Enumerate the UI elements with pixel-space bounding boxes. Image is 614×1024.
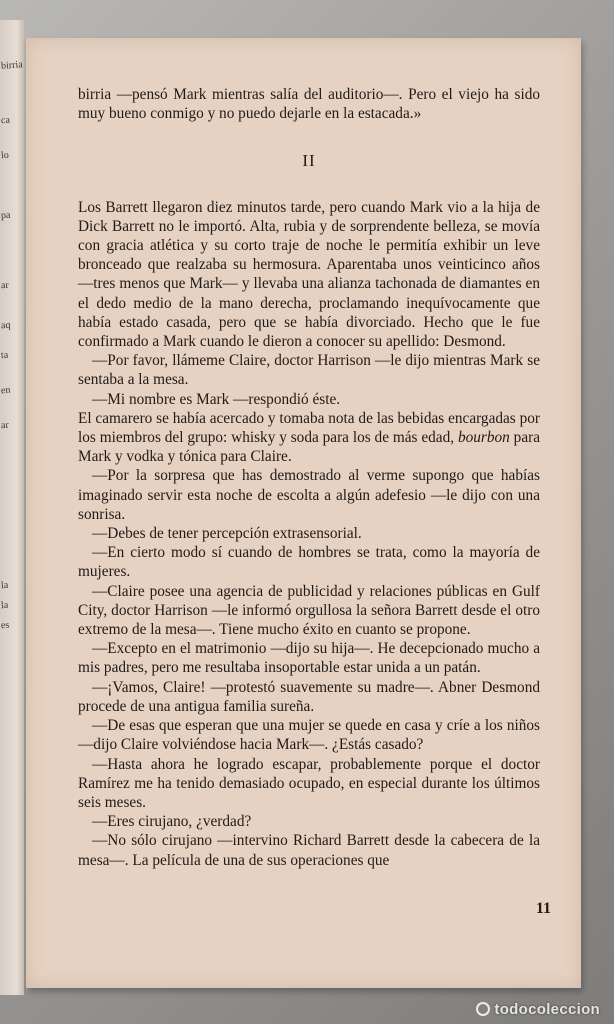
fragment: ca — [0, 114, 11, 127]
page-number: 11 — [535, 900, 551, 917]
page-text — [78, 85, 540, 870]
fragment: birria — [0, 59, 24, 72]
fragment: ta — [0, 349, 9, 362]
chapter-heading: II — [302, 151, 316, 171]
paragraph: Los Barrett llegaron diez minutos tarde, pero cuando Mark vio a la hija de Dick Barrett no le importó. Alta, rubia y de sorprendente belleza, se movía con gracia atlética y su corto traje de noche le permitía exhibir un leve bronceado que realzaba su hermosura. Aparentaba unos veinticinco años —tres menos que Mark— y llevaba una alianza tachonada de diamantes en el dedo medio de la mano derecha, proclamando inequívocamente que había estado casada, pero que se había divorciado. Hecho que le fue confirmado a Mark cuando le dieron a conocer su apellido: Desmond. — [78, 198, 540, 351]
paragraph: —Por la sorpresa que has demostrado al verme supongo que habías imaginado servir esta noche de escolta a algún adefesio —le dijo con una sonrisa. — [78, 467, 540, 523]
paragraph: —De esas que esperan que una mujer se quede en casa y críe a los niños —dijo Claire volviéndose hacia Mark—. ¿Estás casado? — [78, 717, 540, 754]
paragraph: —Excepto en el matrimonio —dijo su hija—. He decepcionado mucho a mis padres, pero me resultaba insoportable estar unida a un patán. — [78, 640, 540, 677]
watermark-text: todocoleccion — [494, 1001, 600, 1018]
paragraph-with-italic: El camarero se había acercado y tomaba nota de las bebidas encargadas por los miembros del grupo: whisky y soda para los de más edad, bourbon para Mark y vodka y tónica para Claire. — [78, 409, 540, 466]
paragraph: —No sólo cirujano —intervino Richard Barrett desde la cabecera de la mesa—. La película de una de sus operaciones que — [78, 832, 540, 869]
fragment: pa — [0, 209, 11, 222]
logo-icon — [476, 1002, 490, 1016]
fragment: lo — [0, 149, 10, 162]
fragment: la — [0, 579, 9, 592]
fragment: ar — [0, 279, 10, 292]
book-page — [26, 38, 581, 988]
paragraph: —En cierto modo sí cuando de hombres se trata, como la mayoría de mujeres. — [78, 544, 540, 581]
paragraph: birria —pensó Mark mientras salía del auditorio—. Pero el viejo ha sido muy bueno conmigo y no puedo dejarle en la estacada.» — [78, 86, 540, 123]
paragraph: —Debes de tener percepción extrasensorial. — [92, 525, 362, 543]
italic-word: bourbon — [457, 429, 510, 447]
fragment: es — [0, 619, 10, 632]
fragment: ar — [0, 419, 10, 432]
previous-page-edge — [0, 20, 24, 995]
fragment: la — [0, 599, 9, 612]
fragment: en — [0, 384, 11, 397]
paragraph: —¡Vamos, Claire! —protestó suavemente su madre—. Abner Desmond procede de una antigua familia sureña. — [78, 678, 540, 715]
fragment: aq — [0, 319, 11, 332]
paragraph: —Eres cirujano, ¿verdad? — [92, 813, 252, 831]
paragraph: —Hasta ahora he logrado escapar, probablemente porque el doctor Ramírez me ha tenido demasiado ocupado, en especial durante los últimos seis meses. — [78, 755, 540, 811]
paragraph: —Por favor, llámeme Claire, doctor Harrison —le dijo mientras Mark se sentaba a la mesa. — [78, 352, 540, 389]
watermark — [476, 1001, 600, 1018]
paragraph: —Claire posee una agencia de publicidad y relaciones públicas en Gulf City, doctor Harrison —le informó orgullosa la señora Barrett desde el otro extremo de la mesa—. Tiene mucho éxito en cuanto se propone. — [78, 582, 540, 639]
paragraph: —Mi nombre es Mark —respondió éste. — [92, 390, 341, 408]
